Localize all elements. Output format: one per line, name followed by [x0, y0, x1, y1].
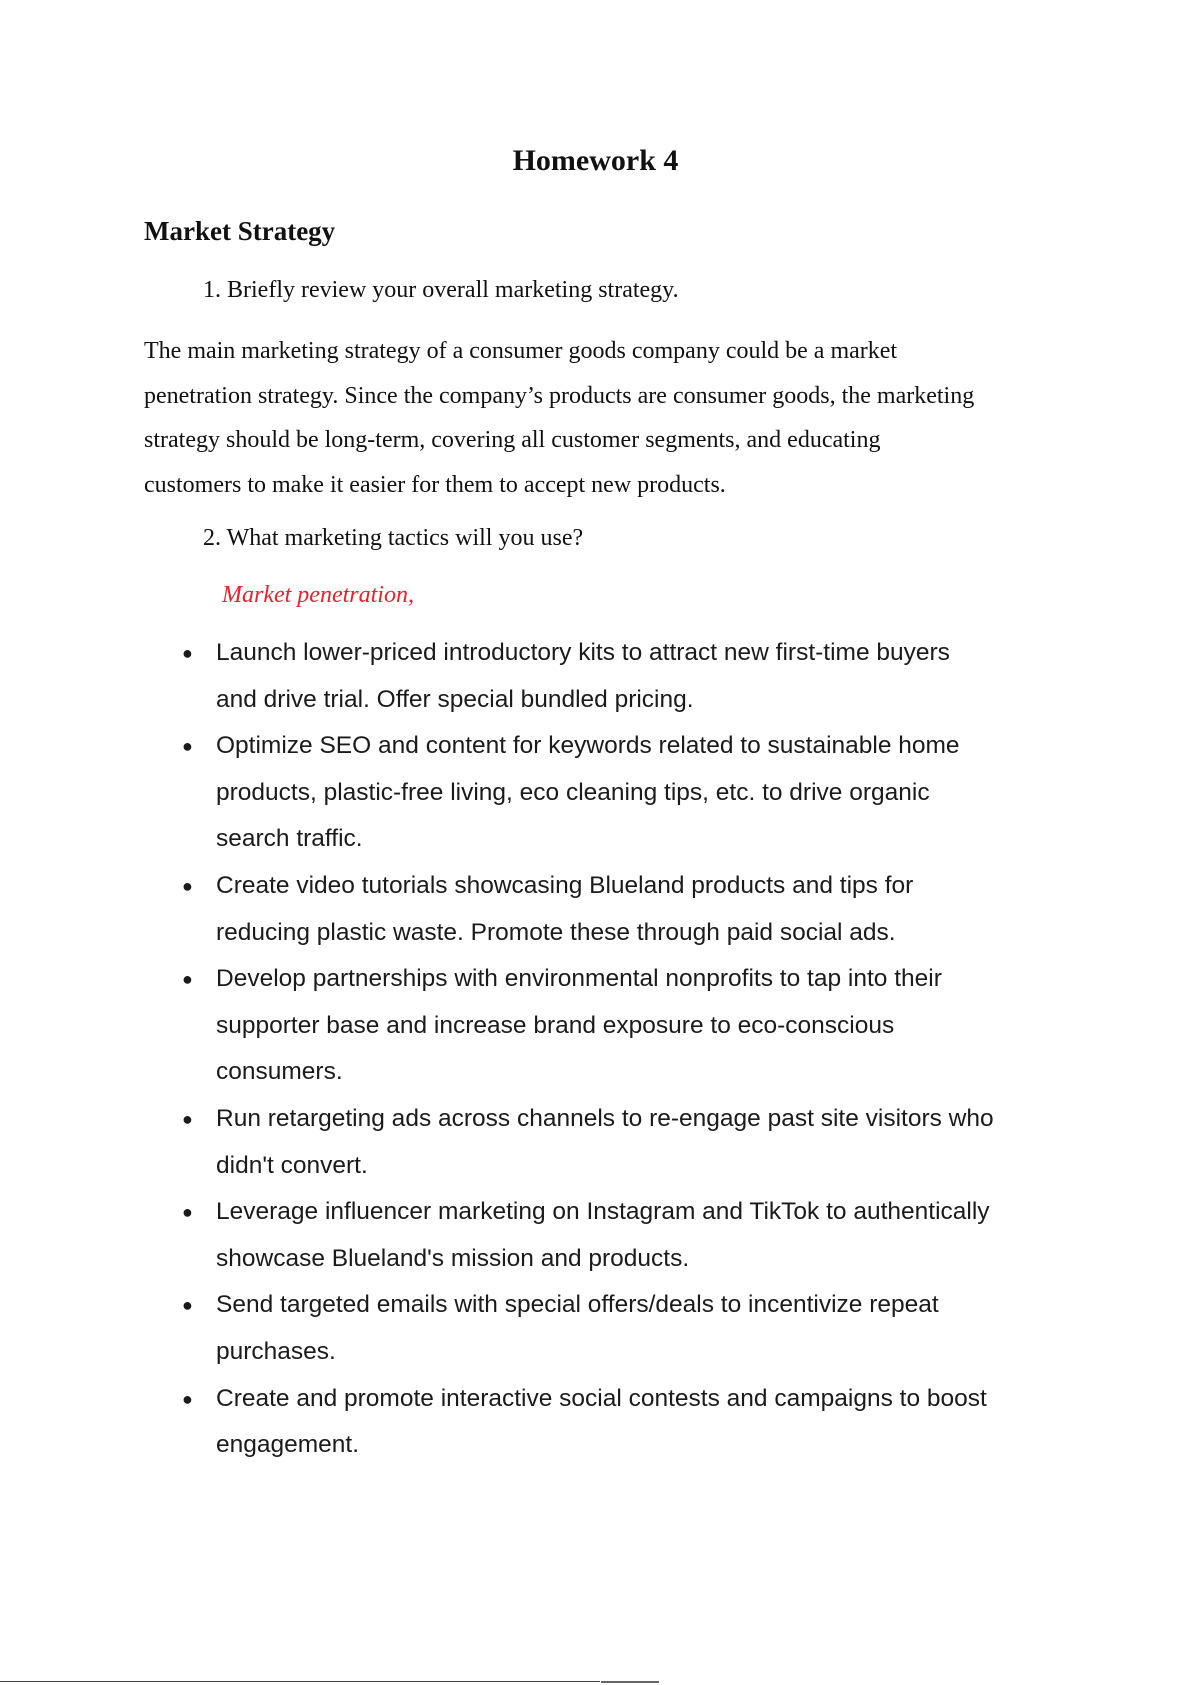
list-item — [0, 1376, 1191, 1469]
list-item — [0, 956, 1191, 1096]
list-item-text: showcase Blueland's mission and products. — [216, 1244, 690, 1272]
list-item-text: Optimize SEO and content for keywords related to sustainable home — [216, 732, 960, 760]
list-item — [0, 1282, 1191, 1375]
list-item-text: Create and promote interactive social contests and campaigns to boost — [216, 1384, 987, 1412]
list-item-text: Run retargeting ads across channels to re-engage past site visitors who — [216, 1104, 994, 1132]
answer-line: penetration strategy. Since the company’s products are consumer goods, the marketing — [144, 382, 975, 409]
answer-line: strategy should be long-term, covering all customer segments, and educating — [144, 427, 881, 453]
bullet-icon: ● — [182, 1202, 193, 1223]
list-item-text: reducing plastic waste. Promote these through paid social ads. — [216, 918, 896, 946]
tactics-list — [0, 630, 1191, 1469]
list-item — [0, 630, 1191, 723]
list-item — [0, 1096, 1191, 1189]
list-item-text: Develop partnerships with environmental nonprofits to tap into their — [216, 965, 942, 993]
bullet-icon: ● — [182, 1388, 193, 1409]
list-item — [0, 723, 1191, 863]
list-item-text: Send targeted emails with special offers/deals to incentivize repeat — [216, 1291, 939, 1319]
list-item-text: purchases. — [216, 1337, 336, 1365]
list-item-text: Leverage influencer marketing on Instagram and TikTok to authentically — [216, 1198, 990, 1226]
list-item — [0, 1189, 1191, 1282]
section-heading: Market Strategy — [144, 216, 336, 246]
list-item-text: search traffic. — [216, 825, 363, 853]
page-title: Homework 4 — [512, 144, 679, 177]
bullet-icon: ● — [182, 643, 193, 663]
list-item-text: consumers. — [216, 1058, 343, 1086]
question-2: 2. What marketing tactics will you use? — [203, 525, 584, 551]
bullet-icon: ● — [182, 969, 193, 990]
highlight-label: Market penetration, — [222, 582, 414, 608]
bullet-icon: ● — [182, 736, 193, 757]
list-item-text: Launch lower-priced introductory kits to attract new first-time buyers — [216, 639, 950, 666]
question-1: 1. Briefly review your overall marketing strategy. — [203, 277, 679, 303]
list-item-text: supporter base and increase brand exposure to eco-conscious — [216, 1011, 895, 1039]
answer-1 — [144, 329, 1044, 507]
list-item-text: engagement. — [216, 1431, 360, 1459]
bullet-icon: ● — [182, 1295, 193, 1316]
list-item-text: products, plastic-free living, eco cleaning tips, etc. to drive organic — [216, 778, 930, 806]
list-item-text: didn't convert. — [216, 1151, 368, 1179]
answer-line: customers to make it easier for them to accept new products. — [144, 471, 726, 498]
list-item-text: and drive trial. Offer special bundled pricing. — [216, 685, 694, 713]
bullet-icon: ● — [182, 875, 193, 896]
footer-divider — [0, 1681, 600, 1682]
list-item — [0, 863, 1191, 956]
bullet-icon: ● — [182, 1108, 193, 1129]
answer-line: The main marketing strategy of a consumer goods company could be a market — [144, 338, 898, 364]
footer-divider-mark — [601, 1681, 659, 1683]
list-item-text: Create video tutorials showcasing Blueland products and tips for — [216, 871, 914, 899]
